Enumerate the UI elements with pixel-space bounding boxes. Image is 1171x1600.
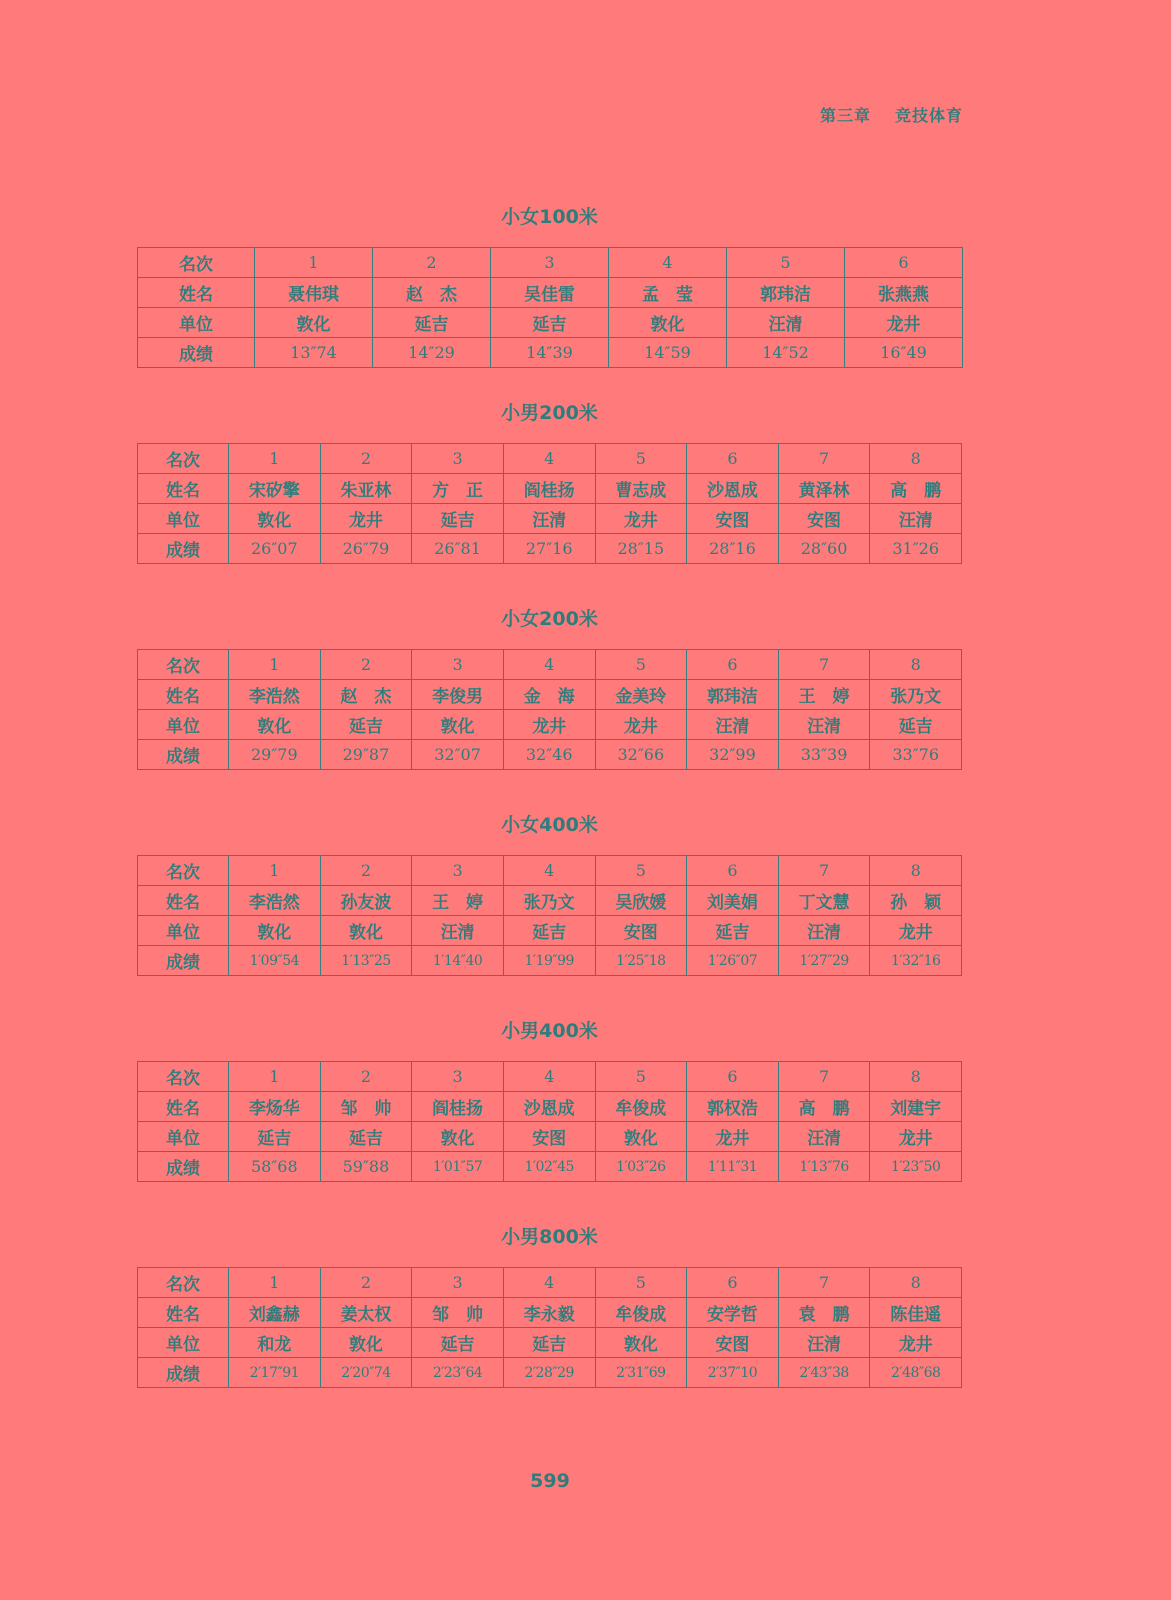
result-cell: 14″59 (609, 338, 727, 368)
rank-cell: 6 (687, 444, 779, 474)
rank-cell: 1 (229, 1268, 321, 1298)
name-cell: 李永毅 (503, 1298, 595, 1328)
name-cell: 阎桂扬 (412, 1092, 504, 1122)
result-cell: 32″46 (503, 740, 595, 770)
page-number: 599 (530, 1470, 570, 1492)
results-section-girls-200m (137, 605, 962, 770)
result-cell: 13″74 (255, 338, 373, 368)
unit-row (138, 916, 962, 946)
result-cell: 1′02″45 (503, 1152, 595, 1182)
unit-label: 单位 (138, 504, 229, 534)
unit-cell: 敦化 (320, 916, 412, 946)
name-cell: 刘美娟 (687, 886, 779, 916)
rank-label: 名次 (138, 1062, 229, 1092)
result-label: 成绩 (138, 1358, 229, 1388)
rank-row (138, 1268, 962, 1298)
running-header (820, 103, 963, 126)
unit-cell: 敦化 (229, 504, 321, 534)
name-row (138, 1298, 962, 1328)
unit-cell: 和龙 (229, 1328, 321, 1358)
unit-cell: 敦化 (255, 308, 373, 338)
rank-cell: 1 (255, 248, 373, 278)
name-cell: 李俊男 (412, 680, 504, 710)
results-table (137, 1061, 962, 1182)
name-cell: 宋矽擎 (229, 474, 321, 504)
rank-cell: 4 (503, 1062, 595, 1092)
name-cell: 牟俊成 (595, 1092, 687, 1122)
unit-cell: 汪清 (727, 308, 845, 338)
unit-cell: 敦化 (412, 1122, 504, 1152)
rank-label: 名次 (138, 856, 229, 886)
rank-cell: 2 (320, 444, 412, 474)
result-cell: 1′13″76 (778, 1152, 870, 1182)
result-cell: 59″88 (320, 1152, 412, 1182)
rank-cell: 1 (229, 650, 321, 680)
rank-cell: 2 (373, 248, 491, 278)
result-cell: 1′09″54 (229, 946, 321, 976)
unit-cell: 安图 (687, 504, 779, 534)
rank-label: 名次 (138, 248, 255, 278)
name-cell: 郭玮洁 (687, 680, 779, 710)
name-cell: 李炀华 (229, 1092, 321, 1122)
result-row (138, 534, 962, 564)
section-title: 小女100米 (501, 206, 598, 228)
result-cell: 29″87 (320, 740, 412, 770)
name-cell: 阎桂扬 (503, 474, 595, 504)
name-cell: 孙友波 (320, 886, 412, 916)
unit-row (138, 710, 962, 740)
name-cell: 张乃文 (503, 886, 595, 916)
section-title: 小男400米 (501, 1020, 598, 1042)
name-cell: 高 鹏 (778, 1092, 870, 1122)
result-row (138, 1358, 962, 1388)
rank-cell: 4 (503, 856, 595, 886)
rank-cell: 5 (595, 856, 687, 886)
unit-label: 单位 (138, 710, 229, 740)
name-label: 姓名 (138, 680, 229, 710)
rank-cell: 1 (229, 1062, 321, 1092)
results-section-girls-100m (137, 203, 962, 368)
name-cell: 李浩然 (229, 680, 321, 710)
result-cell: 33″39 (778, 740, 870, 770)
unit-cell: 汪清 (503, 504, 595, 534)
results-table (137, 247, 963, 368)
results-table (137, 1267, 962, 1388)
rank-cell: 8 (870, 1268, 962, 1298)
name-row (138, 278, 963, 308)
rank-cell: 6 (687, 1268, 779, 1298)
rank-cell: 3 (412, 444, 504, 474)
result-cell: 1′26″07 (687, 946, 779, 976)
rank-cell: 1 (229, 856, 321, 886)
rank-cell: 3 (491, 248, 609, 278)
result-cell: 26″79 (320, 534, 412, 564)
name-cell: 孟 莹 (609, 278, 727, 308)
name-cell: 沙恩成 (503, 1092, 595, 1122)
result-cell: 1′23″50 (870, 1152, 962, 1182)
unit-cell: 汪清 (870, 504, 962, 534)
rank-cell: 2 (320, 650, 412, 680)
rank-cell: 7 (778, 1062, 870, 1092)
unit-cell: 龙井 (870, 916, 962, 946)
unit-cell: 龙井 (503, 710, 595, 740)
unit-cell: 龙井 (320, 504, 412, 534)
result-cell: 28″60 (778, 534, 870, 564)
result-cell: 2′48″68 (870, 1358, 962, 1388)
unit-cell: 龙井 (870, 1328, 962, 1358)
rank-cell: 5 (595, 444, 687, 474)
rank-row (138, 650, 962, 680)
rank-cell: 5 (595, 650, 687, 680)
chapter-label: 第三章 (820, 106, 872, 125)
result-cell: 2′37″10 (687, 1358, 779, 1388)
name-cell: 张乃文 (870, 680, 962, 710)
result-cell: 1′27″29 (778, 946, 870, 976)
section-title: 小女200米 (501, 608, 598, 630)
result-cell: 1′03″26 (595, 1152, 687, 1182)
unit-cell: 安图 (778, 504, 870, 534)
name-label: 姓名 (138, 1298, 229, 1328)
results-section-girls-400m (137, 811, 962, 976)
name-cell: 刘鑫赫 (229, 1298, 321, 1328)
unit-cell: 汪清 (412, 916, 504, 946)
result-cell: 2′23″64 (412, 1358, 504, 1388)
unit-cell: 延吉 (412, 1328, 504, 1358)
rank-cell: 4 (503, 650, 595, 680)
result-cell: 1′11″31 (687, 1152, 779, 1182)
name-cell: 沙恩成 (687, 474, 779, 504)
unit-cell: 延吉 (412, 504, 504, 534)
rank-cell: 8 (870, 650, 962, 680)
unit-cell: 龙井 (845, 308, 963, 338)
name-cell: 金 海 (503, 680, 595, 710)
results-table (137, 443, 962, 564)
name-row (138, 1092, 962, 1122)
name-cell: 吴佳雷 (491, 278, 609, 308)
results-table (137, 855, 962, 976)
unit-cell: 延吉 (320, 710, 412, 740)
rank-cell: 6 (845, 248, 963, 278)
unit-cell: 敦化 (320, 1328, 412, 1358)
result-cell: 58″68 (229, 1152, 321, 1182)
section-title: 小男200米 (501, 402, 598, 424)
rank-cell: 4 (503, 444, 595, 474)
name-label: 姓名 (138, 1092, 229, 1122)
rank-cell: 3 (412, 856, 504, 886)
name-cell: 孙 颖 (870, 886, 962, 916)
result-cell: 1′32″16 (870, 946, 962, 976)
result-label: 成绩 (138, 338, 255, 368)
rank-cell: 2 (320, 1268, 412, 1298)
results-section-boys-400m (137, 1017, 962, 1182)
rank-row (138, 248, 963, 278)
name-cell: 刘建宇 (870, 1092, 962, 1122)
unit-cell: 延吉 (373, 308, 491, 338)
name-cell: 方 正 (412, 474, 504, 504)
rank-cell: 3 (412, 1062, 504, 1092)
rank-cell: 4 (503, 1268, 595, 1298)
rank-cell: 7 (778, 444, 870, 474)
unit-cell: 延吉 (503, 916, 595, 946)
result-cell: 27″16 (503, 534, 595, 564)
rank-cell: 8 (870, 856, 962, 886)
result-cell: 26″81 (412, 534, 504, 564)
unit-cell: 延吉 (503, 1328, 595, 1358)
unit-cell: 汪清 (687, 710, 779, 740)
rank-cell: 6 (687, 856, 779, 886)
unit-label: 单位 (138, 1328, 229, 1358)
name-label: 姓名 (138, 886, 229, 916)
rank-label: 名次 (138, 444, 229, 474)
result-cell: 29″79 (229, 740, 321, 770)
result-cell: 1′14″40 (412, 946, 504, 976)
result-cell: 2′43″38 (778, 1358, 870, 1388)
result-row (138, 338, 963, 368)
result-label: 成绩 (138, 534, 229, 564)
name-row (138, 886, 962, 916)
result-cell: 28″15 (595, 534, 687, 564)
name-cell: 赵 杰 (320, 680, 412, 710)
result-cell: 32″07 (412, 740, 504, 770)
result-cell: 32″66 (595, 740, 687, 770)
section-title: 小女400米 (501, 814, 598, 836)
name-cell: 赵 杰 (373, 278, 491, 308)
name-cell: 朱亚林 (320, 474, 412, 504)
name-cell: 丁文慧 (778, 886, 870, 916)
name-label: 姓名 (138, 278, 255, 308)
rank-cell: 6 (687, 1062, 779, 1092)
result-cell: 2′20″74 (320, 1358, 412, 1388)
unit-row (138, 504, 962, 534)
result-cell: 2′17″91 (229, 1358, 321, 1388)
result-cell: 1′01″57 (412, 1152, 504, 1182)
unit-cell: 龙井 (595, 710, 687, 740)
results-section-boys-800m (137, 1223, 962, 1388)
unit-cell: 敦化 (229, 916, 321, 946)
rank-cell: 3 (412, 650, 504, 680)
name-cell: 安学哲 (687, 1298, 779, 1328)
unit-cell: 敦化 (609, 308, 727, 338)
rank-cell: 7 (778, 1268, 870, 1298)
result-row (138, 740, 962, 770)
unit-label: 单位 (138, 1122, 229, 1152)
unit-cell: 延吉 (320, 1122, 412, 1152)
name-cell: 陈佳遥 (870, 1298, 962, 1328)
result-cell: 14″52 (727, 338, 845, 368)
name-cell: 王 婷 (778, 680, 870, 710)
rank-cell: 2 (320, 1062, 412, 1092)
name-row (138, 680, 962, 710)
rank-cell: 1 (229, 444, 321, 474)
result-cell: 1′13″25 (320, 946, 412, 976)
result-cell: 32″99 (687, 740, 779, 770)
rank-label: 名次 (138, 650, 229, 680)
results-table (137, 649, 962, 770)
unit-cell: 汪清 (778, 1122, 870, 1152)
name-cell: 金美玲 (595, 680, 687, 710)
unit-cell: 龙井 (595, 504, 687, 534)
unit-cell: 汪清 (778, 1328, 870, 1358)
result-cell: 14″29 (373, 338, 491, 368)
section-label: 竞技体育 (895, 106, 964, 125)
result-cell: 1′25″18 (595, 946, 687, 976)
unit-row (138, 1122, 962, 1152)
name-cell: 邹 帅 (412, 1298, 504, 1328)
name-cell: 王 婷 (412, 886, 504, 916)
rank-cell: 8 (870, 1062, 962, 1092)
result-row (138, 1152, 962, 1182)
rank-cell: 7 (778, 856, 870, 886)
unit-label: 单位 (138, 916, 229, 946)
result-label: 成绩 (138, 740, 229, 770)
rank-cell: 5 (595, 1268, 687, 1298)
result-label: 成绩 (138, 1152, 229, 1182)
unit-cell: 龙井 (687, 1122, 779, 1152)
name-cell: 曹志成 (595, 474, 687, 504)
result-cell: 16″49 (845, 338, 963, 368)
unit-cell: 敦化 (412, 710, 504, 740)
unit-cell: 延吉 (687, 916, 779, 946)
result-row (138, 946, 962, 976)
rank-row (138, 1062, 962, 1092)
rank-cell: 7 (778, 650, 870, 680)
rank-row (138, 856, 962, 886)
unit-row (138, 308, 963, 338)
name-cell: 黄泽林 (778, 474, 870, 504)
result-cell: 33″76 (870, 740, 962, 770)
name-cell: 吴欣媛 (595, 886, 687, 916)
name-cell: 郭玮洁 (727, 278, 845, 308)
name-cell: 袁 鹏 (778, 1298, 870, 1328)
name-cell: 姜太权 (320, 1298, 412, 1328)
rank-cell: 2 (320, 856, 412, 886)
results-section-boys-200m (137, 399, 962, 564)
name-cell: 郭权浩 (687, 1092, 779, 1122)
unit-cell: 龙井 (870, 1122, 962, 1152)
result-cell: 28″16 (687, 534, 779, 564)
result-cell: 2′31″69 (595, 1358, 687, 1388)
result-cell: 31″26 (870, 534, 962, 564)
rank-cell: 3 (412, 1268, 504, 1298)
section-title: 小男800米 (501, 1226, 598, 1248)
unit-cell: 安图 (503, 1122, 595, 1152)
name-cell: 张燕燕 (845, 278, 963, 308)
rank-cell: 4 (609, 248, 727, 278)
unit-cell: 延吉 (870, 710, 962, 740)
result-cell: 1′19″99 (503, 946, 595, 976)
unit-row (138, 1328, 962, 1358)
unit-cell: 敦化 (595, 1328, 687, 1358)
result-cell: 2′28″29 (503, 1358, 595, 1388)
rank-row (138, 444, 962, 474)
unit-cell: 延吉 (491, 308, 609, 338)
unit-cell: 安图 (595, 916, 687, 946)
unit-cell: 敦化 (595, 1122, 687, 1152)
name-row (138, 474, 962, 504)
rank-cell: 6 (687, 650, 779, 680)
unit-label: 单位 (138, 308, 255, 338)
name-cell: 聂伟琪 (255, 278, 373, 308)
unit-cell: 安图 (687, 1328, 779, 1358)
unit-cell: 汪清 (778, 916, 870, 946)
name-cell: 李浩然 (229, 886, 321, 916)
name-cell: 邹 帅 (320, 1092, 412, 1122)
rank-label: 名次 (138, 1268, 229, 1298)
unit-cell: 延吉 (229, 1122, 321, 1152)
unit-cell: 敦化 (229, 710, 321, 740)
name-cell: 高 鹏 (870, 474, 962, 504)
rank-cell: 5 (727, 248, 845, 278)
rank-cell: 8 (870, 444, 962, 474)
rank-cell: 5 (595, 1062, 687, 1092)
result-label: 成绩 (138, 946, 229, 976)
name-label: 姓名 (138, 474, 229, 504)
result-cell: 26″07 (229, 534, 321, 564)
result-cell: 14″39 (491, 338, 609, 368)
unit-cell: 汪清 (778, 710, 870, 740)
name-cell: 牟俊成 (595, 1298, 687, 1328)
